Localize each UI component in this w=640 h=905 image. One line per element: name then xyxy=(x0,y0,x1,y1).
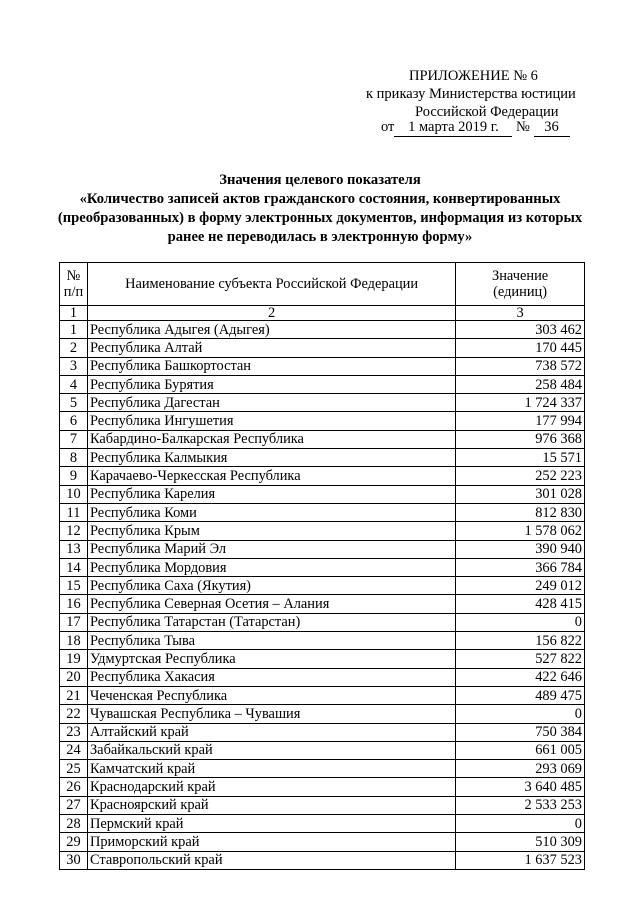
table-row xyxy=(60,668,585,686)
table-row xyxy=(60,394,585,412)
column-index-row xyxy=(60,306,585,321)
region-value: 510 309 xyxy=(456,833,585,851)
table-row xyxy=(60,375,585,393)
region-value: 301 028 xyxy=(456,485,585,503)
row-number: 25 xyxy=(60,760,88,778)
document-heading xyxy=(40,171,600,247)
table-row xyxy=(60,522,585,540)
region-name: Приморский край xyxy=(87,833,455,851)
header-num-line1: № xyxy=(66,268,81,284)
table-row xyxy=(60,613,585,631)
table-row xyxy=(60,632,585,650)
appendix-federation: Российской Федерации xyxy=(415,104,559,120)
region-value: 258 484 xyxy=(456,375,585,393)
row-number: 20 xyxy=(60,668,88,686)
region-name: Камчатский край xyxy=(87,760,455,778)
row-number: 18 xyxy=(60,632,88,650)
region-value: 527 822 xyxy=(456,650,585,668)
row-number: 11 xyxy=(60,503,88,521)
table-row xyxy=(60,467,585,485)
table-row xyxy=(60,686,585,704)
region-name: Республика Марий Эл xyxy=(87,540,455,558)
region-value: 661 005 xyxy=(456,741,585,759)
table-row xyxy=(60,650,585,668)
row-number: 9 xyxy=(60,467,88,485)
index-cell: 2 xyxy=(87,306,455,321)
table-row xyxy=(60,778,585,796)
table-row xyxy=(60,577,585,595)
region-name: Ставропольский край xyxy=(87,851,455,869)
region-name: Красноярский край xyxy=(87,796,455,814)
region-name: Республика Башкортостан xyxy=(87,357,455,375)
region-value: 812 830 xyxy=(456,503,585,521)
row-number: 26 xyxy=(60,778,88,796)
region-value: 0 xyxy=(456,705,585,723)
region-value: 3 640 485 xyxy=(456,778,585,796)
index-cell: 1 xyxy=(60,306,88,321)
region-value: 1 637 523 xyxy=(456,851,585,869)
region-name: Чувашская Республика – Чувашия xyxy=(87,705,455,723)
region-value: 750 384 xyxy=(456,723,585,741)
region-name: Республика Тыва xyxy=(87,632,455,650)
table-header-row xyxy=(60,263,585,306)
table-row xyxy=(60,540,585,558)
region-value: 738 572 xyxy=(456,357,585,375)
order-date: 1 марта 2019 г. xyxy=(394,119,512,137)
region-name: Удмуртская Республика xyxy=(87,650,455,668)
row-number: 8 xyxy=(60,449,88,467)
region-value: 249 012 xyxy=(456,577,585,595)
region-name: Республика Саха (Якутия) xyxy=(87,577,455,595)
row-number: 13 xyxy=(60,540,88,558)
region-name: Кабардино-Балкарская Республика xyxy=(87,430,455,448)
region-name: Карачаево-Черкесская Республика xyxy=(87,467,455,485)
row-number: 30 xyxy=(60,851,88,869)
region-name: Республика Северная Осетия – Алания xyxy=(87,595,455,613)
region-name: Алтайский край xyxy=(87,723,455,741)
row-number: 24 xyxy=(60,741,88,759)
region-name: Пермский край xyxy=(87,815,455,833)
region-value: 15 571 xyxy=(456,449,585,467)
appendix-date-row xyxy=(381,119,570,137)
row-number: 22 xyxy=(60,705,88,723)
table-row xyxy=(60,412,585,430)
region-name: Республика Адыгея (Адыгея) xyxy=(87,321,455,339)
region-name: Республика Хакасия xyxy=(87,668,455,686)
table-row xyxy=(60,723,585,741)
number-prefix: № xyxy=(516,119,530,135)
row-number: 7 xyxy=(60,430,88,448)
region-name: Забайкальский край xyxy=(87,741,455,759)
row-number: 1 xyxy=(60,321,88,339)
region-value: 303 462 xyxy=(456,321,585,339)
row-number: 6 xyxy=(60,412,88,430)
row-number: 19 xyxy=(60,650,88,668)
header-value-line1: Значение xyxy=(492,268,549,284)
table-body xyxy=(60,321,585,870)
index-cell: 3 xyxy=(456,306,585,321)
heading-line-4: ранее не переводилась в электронную форму» xyxy=(167,229,473,245)
header-value-line2: (единиц) xyxy=(493,284,548,300)
heading-line-1: Значения целевого показателя xyxy=(219,172,421,188)
table-row xyxy=(60,339,585,357)
header-value xyxy=(456,263,585,306)
region-value: 489 475 xyxy=(456,686,585,704)
header-num-line2: п/п xyxy=(63,284,84,300)
table-row xyxy=(60,558,585,576)
table-row xyxy=(60,503,585,521)
row-number: 16 xyxy=(60,595,88,613)
heading-line-3: (преобразованных) в форму электронных документов, информация из которых xyxy=(57,210,583,226)
region-value: 2 533 253 xyxy=(456,796,585,814)
region-value: 177 994 xyxy=(456,412,585,430)
appendix-order: к приказу Министерства юстиции xyxy=(366,86,576,102)
region-value: 156 822 xyxy=(456,632,585,650)
table-row xyxy=(60,760,585,778)
region-name: Республика Дагестан xyxy=(87,394,455,412)
table-row xyxy=(60,321,585,339)
table-row xyxy=(60,595,585,613)
row-number: 2 xyxy=(60,339,88,357)
heading-line-2: «Количество записей актов гражданского состояния, конвертированных xyxy=(79,191,561,207)
region-name: Краснодарский край xyxy=(87,778,455,796)
region-value: 0 xyxy=(456,613,585,631)
region-value: 390 940 xyxy=(456,540,585,558)
regions-table xyxy=(59,262,585,870)
header-name: Наименование субъекта Российской Федерации xyxy=(87,263,455,306)
row-number: 10 xyxy=(60,485,88,503)
region-name: Республика Карелия xyxy=(87,485,455,503)
table-row xyxy=(60,485,585,503)
region-value: 422 646 xyxy=(456,668,585,686)
table-row xyxy=(60,796,585,814)
region-value: 976 368 xyxy=(456,430,585,448)
appendix-title: ПРИЛОЖЕНИЕ № 6 xyxy=(409,68,538,84)
region-name: Республика Калмыкия xyxy=(87,449,455,467)
table-row xyxy=(60,833,585,851)
region-name: Чеченская Республика xyxy=(87,686,455,704)
row-number: 17 xyxy=(60,613,88,631)
region-name: Республика Алтай xyxy=(87,339,455,357)
table-row xyxy=(60,357,585,375)
row-number: 21 xyxy=(60,686,88,704)
table-row xyxy=(60,851,585,869)
region-value: 1 578 062 xyxy=(456,522,585,540)
row-number: 12 xyxy=(60,522,88,540)
date-prefix: от xyxy=(381,119,395,135)
row-number: 14 xyxy=(60,558,88,576)
table-row xyxy=(60,705,585,723)
header-num xyxy=(60,263,88,306)
region-value: 1 724 337 xyxy=(456,394,585,412)
row-number: 28 xyxy=(60,815,88,833)
row-number: 27 xyxy=(60,796,88,814)
region-value: 0 xyxy=(456,815,585,833)
region-name: Республика Мордовия xyxy=(87,558,455,576)
region-value: 293 069 xyxy=(456,760,585,778)
table-row xyxy=(60,430,585,448)
row-number: 23 xyxy=(60,723,88,741)
table-row xyxy=(60,449,585,467)
row-number: 29 xyxy=(60,833,88,851)
table-row xyxy=(60,815,585,833)
table-row xyxy=(60,741,585,759)
row-number: 4 xyxy=(60,375,88,393)
region-name: Республика Ингушетия xyxy=(87,412,455,430)
region-name: Республика Коми xyxy=(87,503,455,521)
row-number: 3 xyxy=(60,357,88,375)
region-name: Республика Татарстан (Татарстан) xyxy=(87,613,455,631)
region-value: 170 445 xyxy=(456,339,585,357)
region-name: Республика Крым xyxy=(87,522,455,540)
order-number: 36 xyxy=(534,119,570,137)
region-value: 252 223 xyxy=(456,467,585,485)
region-name: Республика Бурятия xyxy=(87,375,455,393)
row-number: 5 xyxy=(60,394,88,412)
row-number: 15 xyxy=(60,577,88,595)
region-value: 428 415 xyxy=(456,595,585,613)
region-value: 366 784 xyxy=(456,558,585,576)
